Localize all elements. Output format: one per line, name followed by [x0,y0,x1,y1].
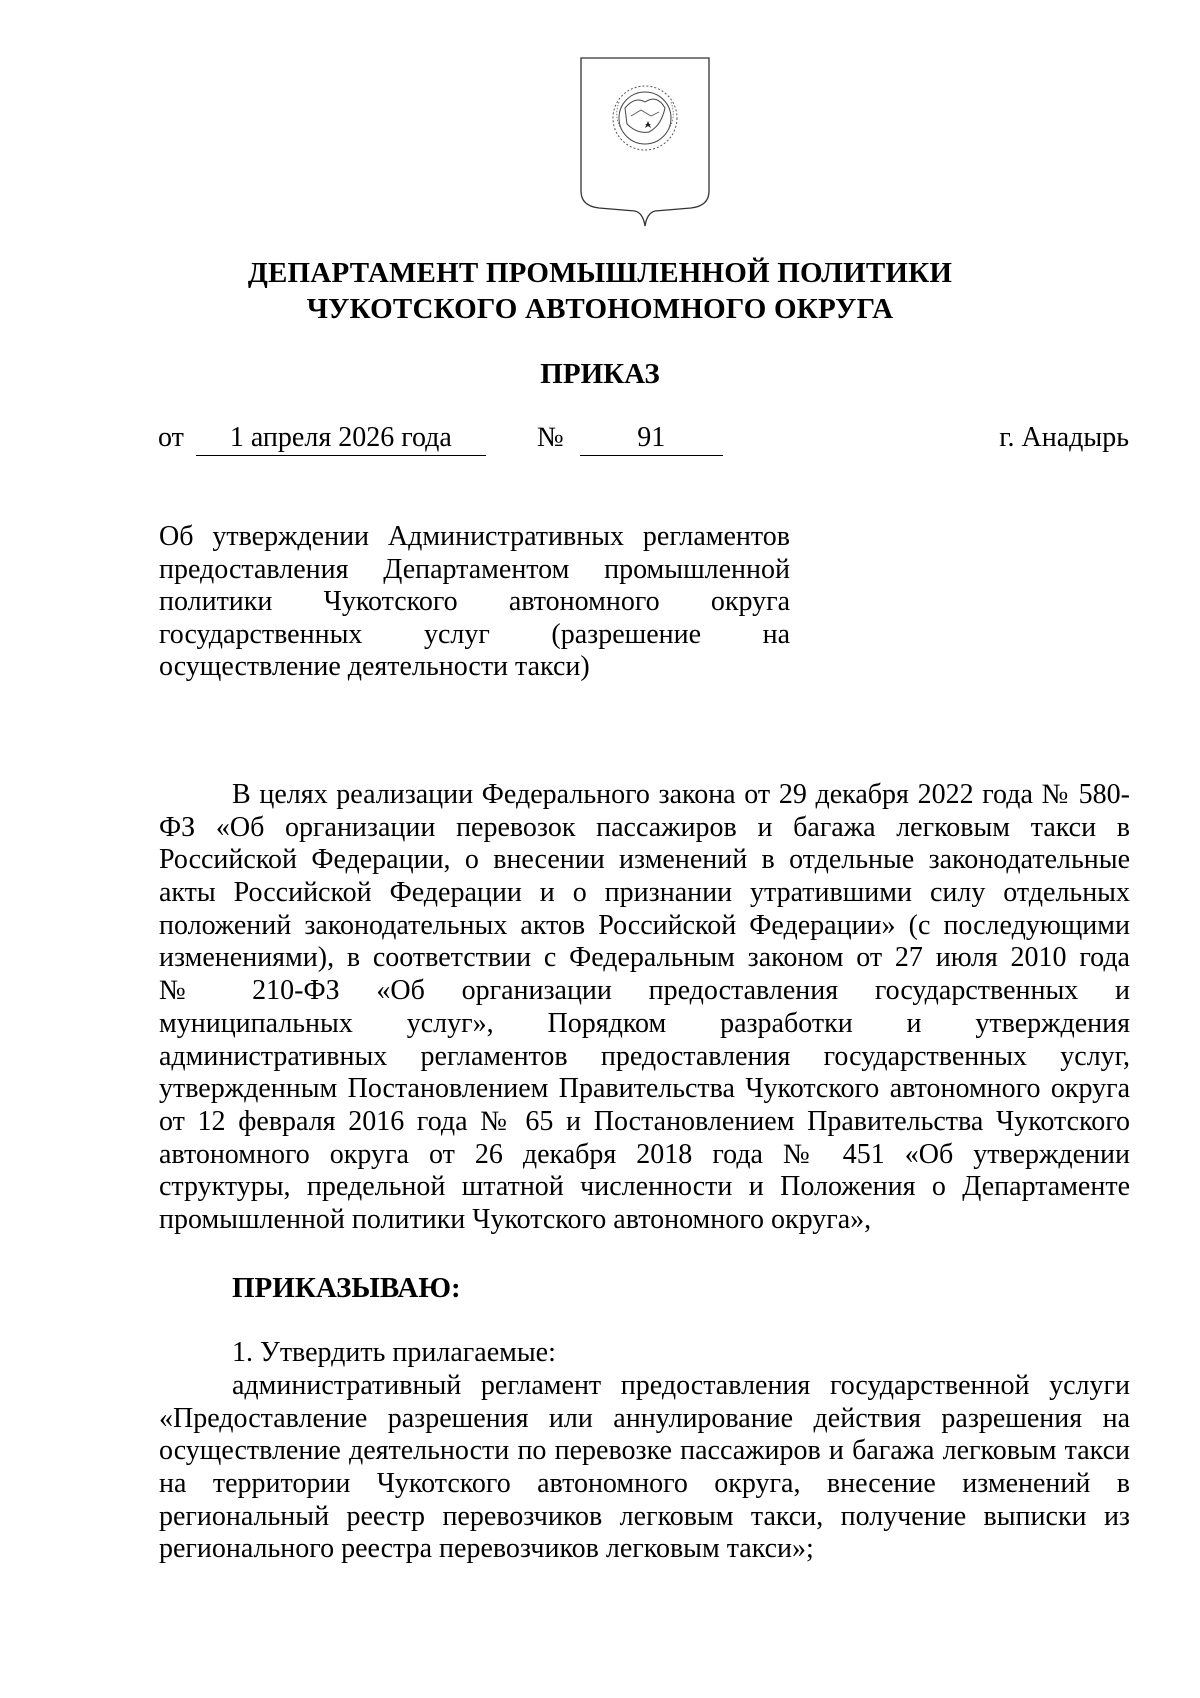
decree-word: ПРИКАЗЫВАЮ: [232,1272,461,1304]
preamble-line: от 12 февраля 2016 года № 65 и Постановлением Правительства Чукотского [159,1105,1130,1137]
preamble-line: ФЗ «Об организации перевозок пассажиров и багажа легковым такси в [159,811,1130,843]
item1-line: региональный реестр перевозчиков легковым такси, получение выписки из [159,1500,1130,1532]
order-number-field [537,420,723,456]
preamble-line: муниципальных услуг», Порядком разработки и утверждения [159,1007,1130,1039]
item1-line: осуществление деятельности по перевозке пассажиров и багажа легковым такси [159,1435,1130,1467]
preamble-line: административных регламентов предоставления государственных услуг, [159,1040,1130,1072]
preamble-line: № 210-ФЗ «Об организации предоставления государственных и [159,975,1130,1007]
preamble-line: утвержденным Постановлением Правительства Чукотского автономного округа [159,1073,1130,1105]
preamble-line: структуры, предельной штатной численности и Положения о Департаменте [159,1171,1130,1203]
subject-line: Об утверждении Административных регламентов [159,521,790,552]
preamble-line: В целях реализации Федерального закона от 29 декабря 2022 года № 580- [232,779,1130,810]
preamble-line: положений законодательных актов Российской Федерации» (с последующими [159,909,1130,941]
item1-heading: 1. Утвердить прилагаемые: [232,1337,556,1368]
number-label: № [537,422,564,453]
order-subject [159,521,790,684]
preamble-paragraph [159,779,1130,1237]
subject-line: политики Чукотского автономного округа [159,586,790,617]
department-name-line1: ДЕПАРТАМЕНТ ПРОМЫШЛЕННОЙ ПОЛИТИКИ [247,257,953,289]
preamble-line: автономного округа от 26 декабря 2018 года № 451 «Об утверждении [159,1138,1130,1170]
preamble-line: изменениями), в соответствии с Федеральным законом от 27 июля 2010 года [159,942,1130,974]
order-number: 91 [580,421,723,456]
item1-line: административный регламент предоставления государственной услуги [232,1370,1130,1401]
preamble-line: Российской Федерации, о внесении изменений в отдельные законодательные [159,844,1130,876]
date-label: от [158,422,184,453]
item1-line: на территории Чукотского автономного округа, внесение изменений в [159,1468,1130,1500]
order-title: ПРИКАЗ [540,358,660,390]
item1-line: «Предоставление разрешения или аннулирование действия разрешения на [159,1402,1130,1434]
order-date-field [158,420,486,456]
item1-paragraph [159,1370,1130,1566]
order-city: г. Анадырь [999,422,1129,453]
preamble-line: акты Российской Федерации и о признании утратившими силу отдельных [159,877,1130,909]
subject-line: предоставления Департаментом промышленной [159,553,790,585]
coat-of-arms-emblem [579,56,711,228]
department-name-line2: ЧУКОТСКОГО АВТОНОМНОГО ОКРУГА [306,293,894,325]
item1-line: регионального реестра перевозчиков легковым такси»; [159,1533,814,1565]
subject-line: государственных услуг (разрешение на [159,618,790,650]
order-date: 1 апреля 2026 года [196,421,486,456]
subject-line: осуществление деятельности такси) [159,651,590,682]
preamble-line: промышленной политики Чукотского автономного округа», [159,1203,872,1235]
